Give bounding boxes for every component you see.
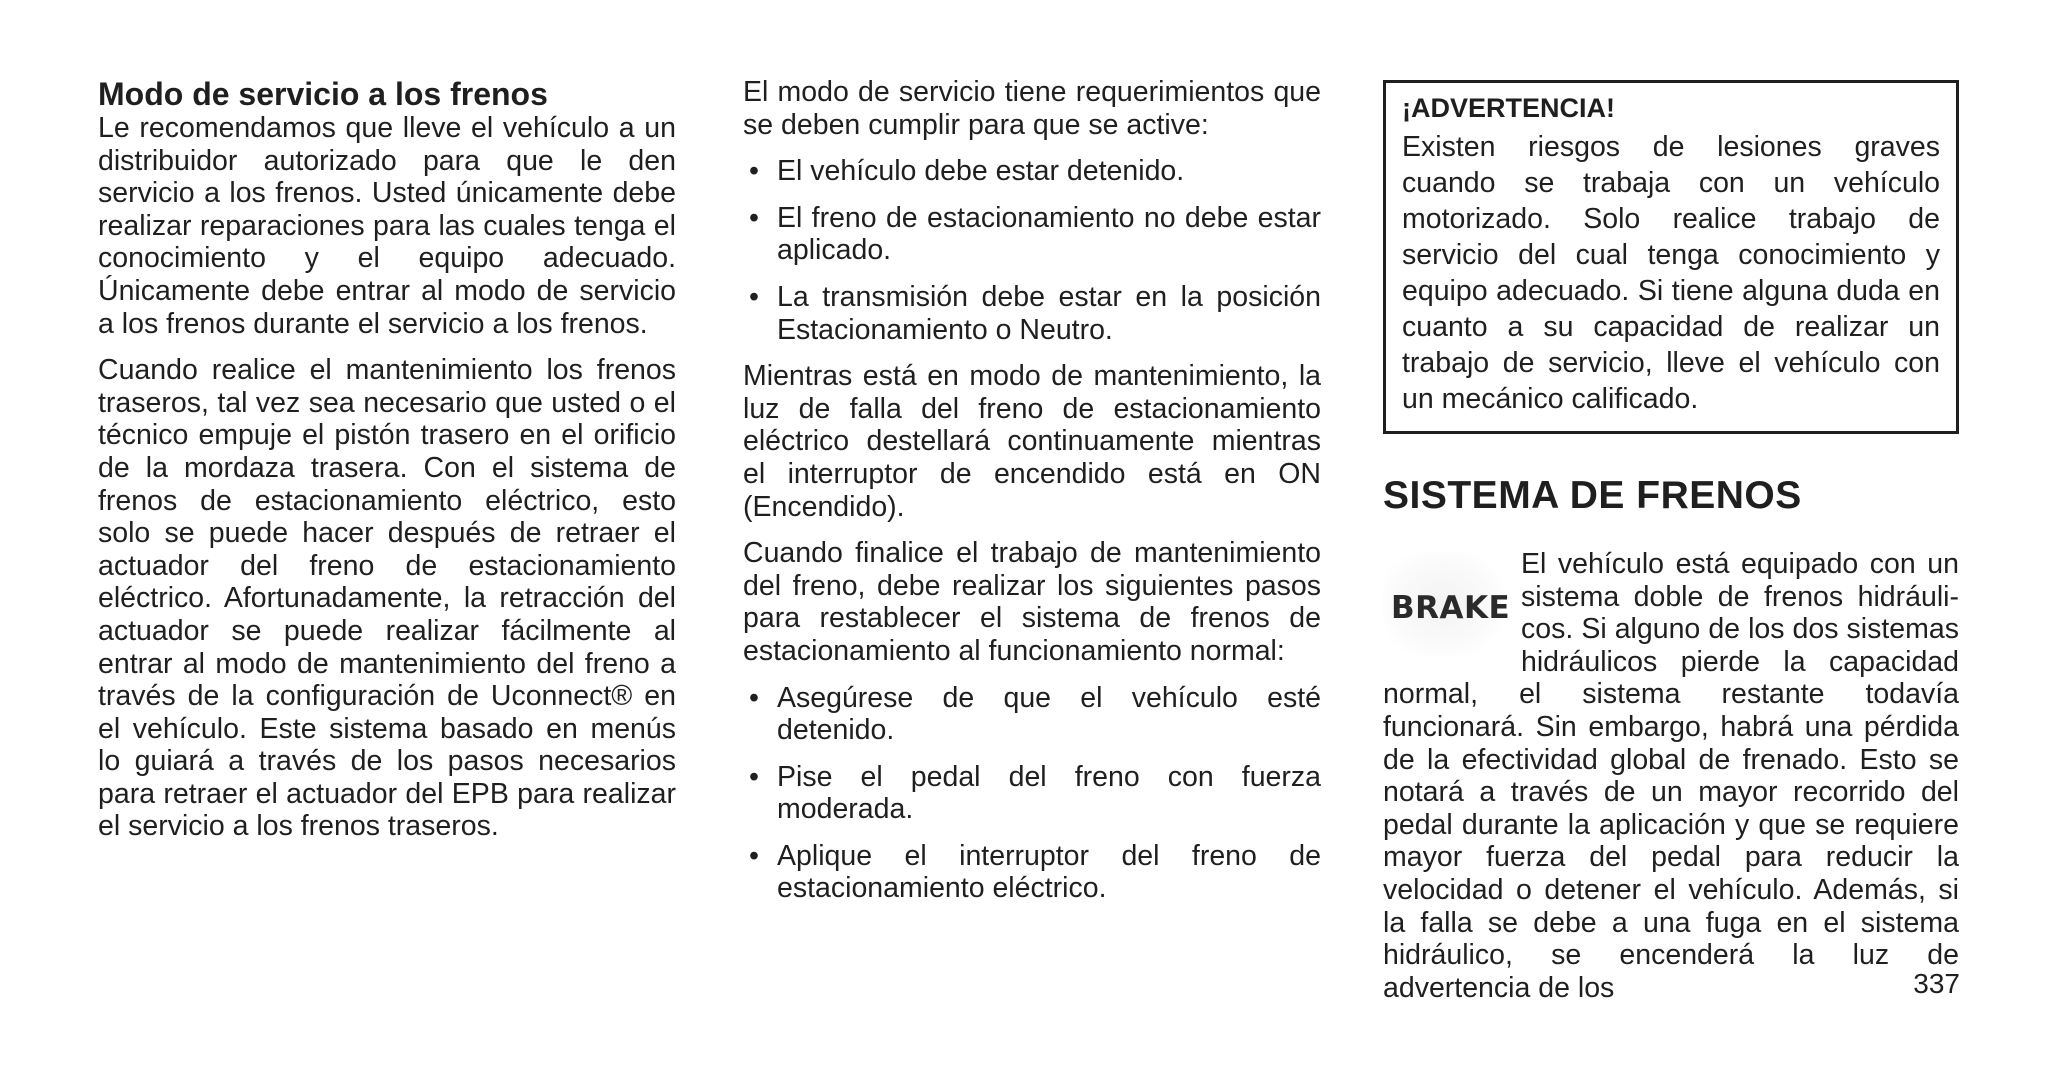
- right-column: [1383, 76, 1959, 1004]
- step-text: Asegúrese de que el vehículo esté detenido.: [777, 681, 1321, 747]
- bullet-icon: •: [749, 760, 759, 793]
- brake-system-block: [1383, 548, 1959, 1004]
- list-item: [743, 155, 1321, 188]
- warning-box: [1383, 80, 1959, 434]
- bullet-icon: •: [749, 839, 759, 872]
- left-column: [98, 76, 676, 857]
- list-item: [743, 840, 1321, 905]
- steps-list: [743, 682, 1321, 906]
- requirements-intro: El modo de servicio tiene requerimientos que se deben cumplir para que se active:: [743, 76, 1321, 141]
- brake-warning-icon: [1383, 552, 1511, 656]
- bullet-icon: •: [749, 155, 759, 188]
- bullet-icon: •: [749, 201, 759, 234]
- requirements-list: [743, 155, 1321, 346]
- list-item: [743, 682, 1321, 747]
- service-mode-paragraph-1: Le recomendamos que lleve el vehículo a un distribuidor autorizado para que le den servicio a los frenos. Usted únicamente debe realizar reparaciones para las cuales tenga el conocimiento y el equipo adecuado. Únicamente debe entrar al modo de servicio a los frenos durante el servicio a los frenos.: [98, 112, 676, 340]
- requirement-text: El freno de estacionamiento no debe estar aplicado.: [777, 201, 1321, 267]
- brake-system-title: SISTEMA DE FRENOS: [1383, 474, 1802, 517]
- requirement-text: El vehículo debe estar detenido.: [777, 155, 1185, 188]
- middle-column: [743, 76, 1321, 919]
- service-mode-heading: Modo de servicio a los frenos: [98, 76, 548, 112]
- maintenance-mode-paragraph: Mientras está en modo de mantenimiento, la luz de falla del freno de estacionamiento eléctrico destellará continuamente mientras el interruptor de encendido está en ON (Encendido).: [743, 360, 1321, 523]
- service-mode-paragraph-2: Cuando realice el mantenimiento los frenos traseros, tal vez sea necesario que usted o el técnico empuje el pistón trasero en el orificio de la mordaza trasera. Con el sistema de frenos de estacionamiento eléctrico, esto solo se puede hacer después de retraer el actuador del freno de estacionamiento eléctrico. Afortunadamente, la retracción del actuador se puede realizar fácilmente al entrar al modo de mantenimiento del freno a través de la configuración de Uconnect® en el vehículo. Este sistema basado en menús lo guiará a través de los pasos necesarios para retraer el actuador del EPB para realizar el servicio a los frenos traseros.: [98, 354, 676, 843]
- finish-maintenance-paragraph: Cuando finalice el trabajo de mantenimiento del freno, debe realizar los siguientes pasos para restablecer el sistema de frenos de estacionamiento al funcionamiento normal:: [743, 537, 1321, 667]
- warning-body: Existen riesgos de lesiones graves cuando se trabaja con un vehículo motorizado. Solo realice trabajo de servicio del cual tenga conocimiento y equipo adecuado. Si tiene alguna duda en cuanto a su capacidad de realizar un trabajo de servicio, lleve el vehículo con un mecánico calificado.: [1402, 131, 1940, 415]
- bullet-icon: •: [749, 280, 759, 313]
- step-text: Aplique el interruptor del freno de estacionamiento eléctrico.: [777, 839, 1321, 905]
- list-item: [743, 202, 1321, 267]
- list-item: [743, 761, 1321, 826]
- brake-system-paragraph: El vehículo está equipado con un sistema doble de frenos hidráulicos. Si alguno de los dos sistemas hidráulicos pierde la capacidad normal, el sistema restante todavía funcionará. Sin embargo, habrá una pérdida de la efectividad global de frenado. Esto se notará a través de un mayor recorrido del pedal durante la aplicación y que se requiere mayor fuerza del pedal para reducir la velocidad o detener el vehículo. Además, si la falla se debe a una fuga en el sistema hidráulico, se encenderá la luz de advertencia de los: [1383, 548, 1959, 1004]
- bullet-icon: •: [749, 681, 759, 714]
- warning-title: ¡ADVERTENCIA!: [1402, 93, 1615, 123]
- page-number: 337: [1913, 968, 1960, 999]
- requirement-text: La transmisión debe estar en la posición Estacionamiento o Neutro.: [777, 280, 1321, 346]
- brake-icon-label: BRAKE: [1391, 590, 1511, 626]
- list-item: [743, 281, 1321, 346]
- step-text: Pise el pedal del freno con fuerza moderada.: [777, 760, 1321, 826]
